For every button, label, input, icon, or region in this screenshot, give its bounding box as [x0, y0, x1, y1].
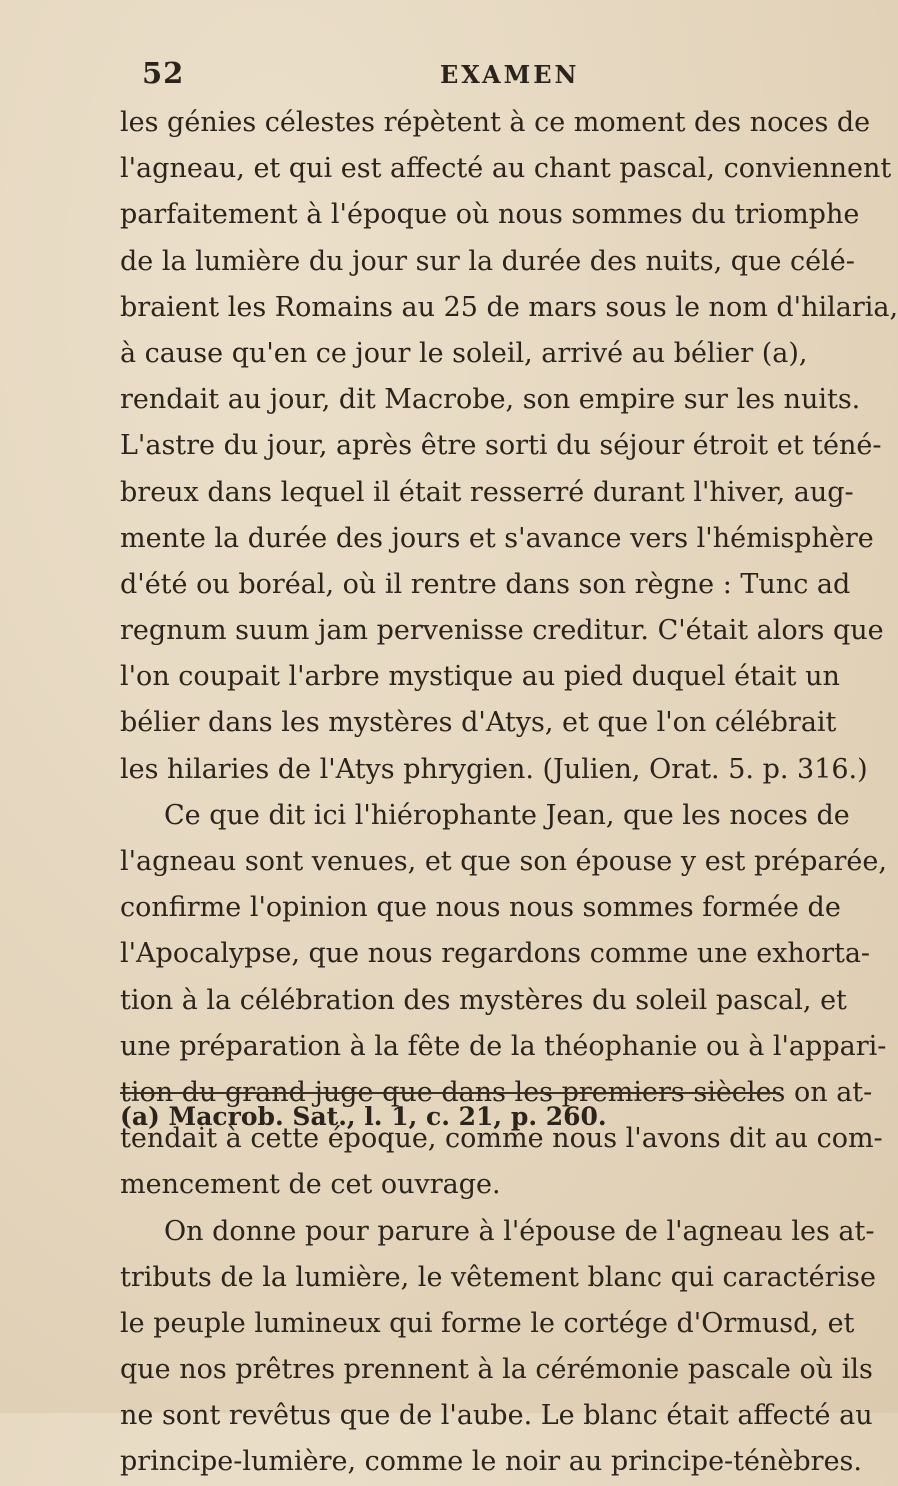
text-line: confirme l'opinion que nous nous sommes formée de: [120, 892, 841, 924]
text-line: parfaitement à l'époque où nous sommes du triomphe: [120, 199, 860, 231]
text-line: tion à la célébration des mystères du soleil pascal, et: [120, 984, 847, 1016]
text-line: l'agneau, et qui est affecté au chant pascal, conviennent: [120, 153, 892, 185]
text-line: que nos prêtres prennent à la cérémonie pascale où ils: [120, 1354, 873, 1386]
text-line: regnum suum jam pervenisse creditur. C'était alors que: [120, 615, 884, 647]
text-line: tendait à cette époque, comme nous l'avons dit au com-: [120, 1123, 883, 1155]
running-head: EXAMEN: [440, 60, 580, 89]
text-line: les génies célestes répètent à ce moment des noces de: [120, 107, 871, 138]
footnote-divider: [120, 1092, 780, 1094]
body-text: [120, 100, 898, 1486]
text-line: le peuple lumineux qui forme le cortége d'Ormusd, et: [120, 1307, 855, 1339]
text-line: d'été ou boréal, où il rentre dans son règne : Tunc ad: [120, 568, 851, 600]
text-line: les hilaries de l'Atys phrygien. (Julien, Orat. 5. p. 316.): [120, 753, 868, 785]
text-line: ne sont revêtus que de l'aube. Le blanc était affecté au: [120, 1400, 873, 1432]
text-line: rendait au jour, dit Macrobe, son empire sur les nuits.: [120, 384, 861, 416]
footnote: (a) Macrob. Sat., l. 1, c. 21, p. 260.: [120, 1102, 607, 1131]
page-header: [0, 56, 800, 96]
text-line: à cause qu'en ce jour le soleil, arrivé au bélier (a),: [120, 337, 808, 369]
text-line: L'astre du jour, après être sorti du séjour étroit et téné-: [120, 430, 882, 462]
text-line: bélier dans les mystères d'Atys, et que l'on célébrait: [120, 707, 837, 739]
text-line: tributs de la lumière, le vêtement blanc qui caractérise: [120, 1261, 877, 1293]
text-line: On donne pour parure à l'épouse de l'agneau les at-: [164, 1215, 875, 1247]
text-line: braient les Romains au 25 de mars sous le nom d'hilaria,: [120, 291, 898, 323]
text-line: Ce que dit ici l'hiérophante Jean, que les noces de: [164, 799, 850, 831]
text-line: mencement de cet ouvrage.: [120, 1169, 501, 1201]
text-line: l'on coupait l'arbre mystique au pied duquel était un: [120, 661, 840, 693]
text-line: tion du grand juge que dans les premiers siècles on at-: [120, 1076, 873, 1108]
text-line: une préparation à la fête de la théophanie ou à l'appari-: [120, 1030, 887, 1062]
text-line: l'agneau sont venues, et que son épouse y est préparée,: [120, 846, 887, 877]
text-line: mente la durée des jours et s'avance vers l'hémisphère: [120, 522, 874, 554]
text-line: principe-lumière, comme le noir au principe-ténèbres.: [120, 1446, 862, 1478]
text-line: l'Apocalypse, que nous regardons comme une exhorta-: [120, 938, 871, 970]
page-number: 52: [142, 56, 185, 90]
text-line: de la lumière du jour sur la durée des nuits, que célé-: [120, 245, 855, 277]
text-line: breux dans lequel il était resserré durant l'hiver, aug-: [120, 476, 854, 508]
